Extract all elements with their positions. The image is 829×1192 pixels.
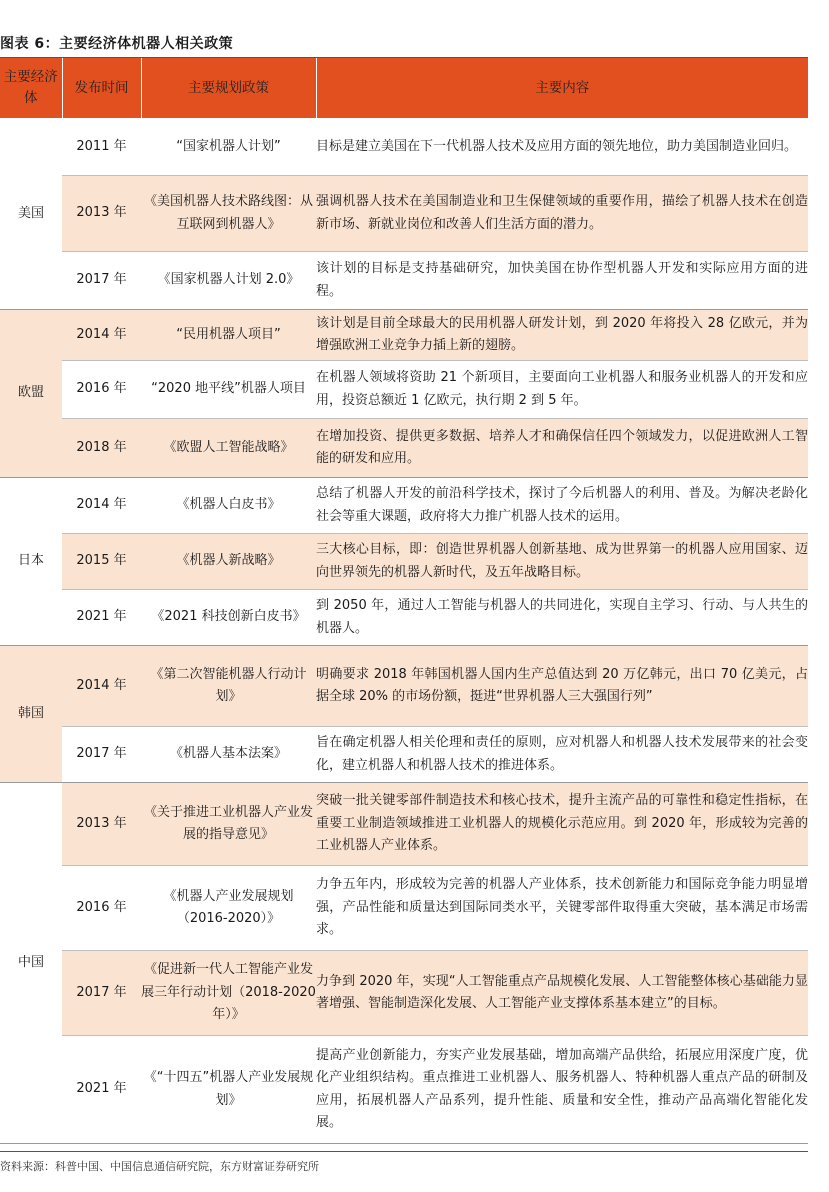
- content-cell: 在增加投资、提供更多数据、培养人才和确保信任四个领域发力，以促进欧洲人工智能的研发和应用。: [316, 419, 808, 478]
- year-cell: 2011 年: [62, 119, 141, 176]
- table-row: [0, 727, 808, 783]
- content-cell: 力争到 2020 年，实现“人工智能重点产品规模化发展、人工智能整体核心基础能力显著增强、智能制造深化发展、人工智能产业支撑体系基本建立”的目标。: [316, 951, 808, 1036]
- year-cell: 2017 年: [62, 252, 141, 310]
- content-cell: 到 2050 年，通过人工智能与机器人的共同进化，实现自主学习、行动、与人共生的机器人。: [316, 590, 808, 646]
- year-cell: 2014 年: [62, 478, 141, 534]
- policy-cell: 《欧盟人工智能战略》: [141, 419, 316, 478]
- year-cell: 2017 年: [62, 727, 141, 783]
- policy-cell: “国家机器人计划”: [141, 119, 316, 176]
- policy-cell: 《2021 科技创新白皮书》: [141, 590, 316, 646]
- content-cell: 旨在确定机器人相关伦理和责任的原则，应对机器人和机器人技术发展带来的社会变化，建立机器人和机器人技术的推进体系。: [316, 727, 808, 783]
- header-policy: 主要规划政策: [141, 58, 316, 119]
- region-cell: 中国: [0, 783, 62, 1144]
- header-year: 发布时间: [62, 58, 141, 119]
- content-cell: 该计划的目标是支持基础研究，加快美国在协作型机器人开发和实际应用方面的进程。: [316, 252, 808, 310]
- policy-cell: “2020 地平线”机器人项目: [141, 361, 316, 419]
- content-cell: 总结了机器人开发的前沿科学技术，探讨了今后机器人的利用、普及。为解决老龄化社会等重大课题，政府将大力推广机器人技术的运用。: [316, 478, 808, 534]
- policy-cell: 《机器人基本法案》: [141, 727, 316, 783]
- policy-cell: 《促进新一代人工智能产业发展三年行动计划（2018-2020 年）》: [141, 951, 316, 1036]
- year-cell: 2013 年: [62, 176, 141, 252]
- table-row: [0, 590, 808, 646]
- policy-cell: 《美国机器人技术路线图：从互联网到机器人》: [141, 176, 316, 252]
- policy-cell: 《国家机器人计划 2.0》: [141, 252, 316, 310]
- policy-cell: 《关于推进工业机器人产业发展的指导意见》: [141, 783, 316, 866]
- region-cell: 日本: [0, 478, 62, 646]
- table-row: [0, 252, 808, 310]
- policy-cell: 《机器人新战略》: [141, 534, 316, 590]
- content-cell: 目标是建立美国在下一代机器人技术及应用方面的领先地位，助力美国制造业回归。: [316, 119, 808, 176]
- year-cell: 2021 年: [62, 590, 141, 646]
- source-note: 资料来源：科普中国、中国信息通信研究院，东方财富证券研究所: [0, 1160, 319, 1173]
- table-row: [0, 646, 808, 727]
- year-cell: 2016 年: [62, 866, 141, 951]
- source-divider: [0, 1151, 808, 1152]
- content-cell: 强调机器人技术在美国制造业和卫生保健领域的重要作用，描绘了机器人技术在创造新市场、新就业岗位和改善人们生活方面的潜力。: [316, 176, 808, 252]
- table-row: [0, 1036, 808, 1144]
- header-region: 主要经济体: [0, 58, 62, 119]
- content-cell: 力争五年内，形成较为完善的机器人产业体系，技术创新能力和国际竞争能力明显增强，产品性能和质量达到国际同类水平，关键零部件取得重大突破，基本满足市场需求。: [316, 866, 808, 951]
- content-cell: 三大核心目标，即：创造世界机器人创新基地、成为世界第一的机器人应用国家、迈向世界领先的机器人新时代，及五年战略目标。: [316, 534, 808, 590]
- content-cell: 提高产业创新能力，夯实产业发展基础，增加高端产品供给，拓展应用深度广度，优化产业组织结构。重点推进工业机器人、服务机器人、特种机器人重点产品的研制及应用，拓展机器人产品系列，提升性能、质量和安全性，推动产品高端化智能化发展。: [316, 1036, 808, 1144]
- policy-table: [0, 58, 808, 1144]
- policy-cell: 《“十四五”机器人产业发展规划》: [141, 1036, 316, 1144]
- table-row: [0, 310, 808, 361]
- year-cell: 2013 年: [62, 783, 141, 866]
- table-row: [0, 419, 808, 478]
- table-row: [0, 534, 808, 590]
- content-cell: 在机器人领域将资助 21 个新项目，主要面向工业机器人和服务业机器人的开发和应用，投资总额近 1 亿欧元，执行期 2 到 5 年。: [316, 361, 808, 419]
- region-cell: 韩国: [0, 646, 62, 783]
- table-row: [0, 951, 808, 1036]
- content-cell: 该计划是目前全球最大的民用机器人研发计划，到 2020 年将投入 28 亿欧元，并为增强欧洲工业竞争力插上新的翅膀。: [316, 310, 808, 361]
- region-cell: 美国: [0, 119, 62, 310]
- table-row: [0, 866, 808, 951]
- content-cell: 明确要求 2018 年韩国机器人国内生产总值达到 20 万亿韩元，出口 70 亿美元，占据全球 20% 的市场份额，挺进“世界机器人三大强国行列”: [316, 646, 808, 727]
- policy-cell: 《第二次智能机器人行动计划》: [141, 646, 316, 727]
- year-cell: 2018 年: [62, 419, 141, 478]
- policy-cell: 《机器人产业发展规划（2016-2020）》: [141, 866, 316, 951]
- table-row: [0, 478, 808, 534]
- table-row: [0, 119, 808, 176]
- header-content: 主要内容: [316, 58, 808, 119]
- table-row: [0, 176, 808, 252]
- page-title: 图表 6：主要经济体机器人相关政策: [0, 36, 234, 52]
- year-cell: 2015 年: [62, 534, 141, 590]
- table-row: [0, 361, 808, 419]
- policy-cell: “民用机器人项目”: [141, 310, 316, 361]
- policy-cell: 《机器人白皮书》: [141, 478, 316, 534]
- year-cell: 2014 年: [62, 646, 141, 727]
- table-header-row: [0, 58, 808, 119]
- content-cell: 突破一批关键零部件制造技术和核心技术，提升主流产品的可靠性和稳定性指标，在重要工业制造领域推进工业机器人的规模化示范应用。到 2020 年，形成较为完善的工业机器人产业体系。: [316, 783, 808, 866]
- year-cell: 2014 年: [62, 310, 141, 361]
- table-row: [0, 783, 808, 866]
- year-cell: 2017 年: [62, 951, 141, 1036]
- year-cell: 2016 年: [62, 361, 141, 419]
- region-cell: 欧盟: [0, 310, 62, 478]
- year-cell: 2021 年: [62, 1036, 141, 1144]
